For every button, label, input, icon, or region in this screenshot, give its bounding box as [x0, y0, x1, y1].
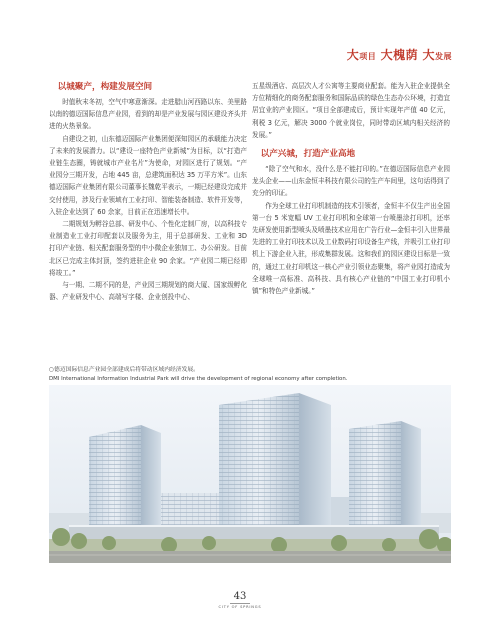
paragraph: 与一期、二期不同的是，产业园三期规划的商大厦、国家级孵化器、产业研发中心、高端写字楼、企业创投中心、: [49, 281, 247, 302]
header-part3-small: 发展: [435, 52, 452, 61]
caption-english: DMI International Information Industrial Park will drive the development of regional economy after completion.: [49, 376, 348, 382]
section-title-1: 以城聚产，构建发展空间: [57, 82, 153, 92]
header-part3: 大: [422, 48, 435, 62]
section-title-2: 以产兴城，打造产业高地: [260, 149, 356, 160]
article-left-column: [49, 80, 247, 303]
publication-name: CITY OF SPRINGS: [218, 605, 262, 609]
caption-chinese: ○德迈国际信息产业园全部建成后将带动区域内经济发展。: [49, 367, 199, 373]
section-header-tag: [347, 46, 452, 63]
header-part1: 大: [346, 48, 360, 62]
paragraph: “除了空气和水，没什么是不能打印的。”在德迈国际信息产业园龙头企业——山东金恒丰科技有限公司的生产车间里，这句话得到了充分的印证。: [252, 165, 450, 198]
header-part1-small: 项目: [359, 52, 377, 61]
header-part2: 大槐荫: [380, 48, 419, 62]
paragraph: 二期规划为孵谷总部、研发中心、个性化定制厂房，以高科技专业制造业工业打印配套以及服务为主，用于总部研发、工业和 3D 打印产业链、相关配套服务型的中小微企业独加工、办公研发。目前北区已完成主体封顶，签约进驻企业 90 余家。“产业园二期已经即将竣工。”: [49, 220, 247, 277]
paragraph: 自建设之初，山东德迈国际产业集团便深知园区的承载能力决定了未来的发展潜力。以“建设一座特色产业新城”为目标，以“打造产业链生态圈，铸就城市产业名片”为使命，对园区进行了规划。“产业园分三期开发，占地 445 亩，总建筑面积达 35 万平方米”。山东德迈国际产业集团有限公司董事长魏乾平表示，一期已经建设完成并交付使用，涉及行业领域有工业打印、智能装备制造、软件开发等，入驻企业达到了 60 余家，目前正在迅速增长中。: [49, 134, 247, 216]
page-number: 43: [233, 591, 247, 602]
article-right-column: [252, 80, 450, 297]
paragraph: 五星级酒店、高层次人才公寓等主要商业配套。能为入驻企业提供全方位精细化的商务配套服务和国际品质的绿色生态办公环境，打造宜居宜业的产业园区。“项目全部建成后，预计实现年产值 40 亿元，利税 3 亿元，解决 3000 个就业岗位，同时带动区域内相关经济的发展。”: [252, 82, 450, 139]
paragraph: 时值秋末冬初，空气中寒意渐深。走进腊山河西路以东、美里路以南的德迈国际信息产业园，看到的却是产业发展与园区建设齐头并进的火热景象。: [49, 98, 247, 131]
page-divider: [230, 603, 250, 604]
industrial-park-rendering-image: [49, 385, 451, 563]
image-caption: [49, 366, 449, 384]
building-illustration: [49, 385, 451, 563]
paragraph: 作为全球工业打印机制造的技术引领者，金恒丰不仅生产出全国第一台 5 米宽幅 UV 工业打印机和全球第一台喷墨涂打印机，还率先研发使用新型喷头及喷墨技术应用在广告行业—金恒丰引入世界最先进的工业打印技术以及工业数码打印设备生产线，并吸引工业打印机上下游企业入驻，形成集群发展。这和我们的园区建设目标是一致的，通过工业打印机这一核心产业引领业态聚集，将产业园打造成为全球唯一高标准、高科技、具有核心产业链的”中国工业打印机小镇”和特色产业新城。”: [252, 201, 450, 296]
